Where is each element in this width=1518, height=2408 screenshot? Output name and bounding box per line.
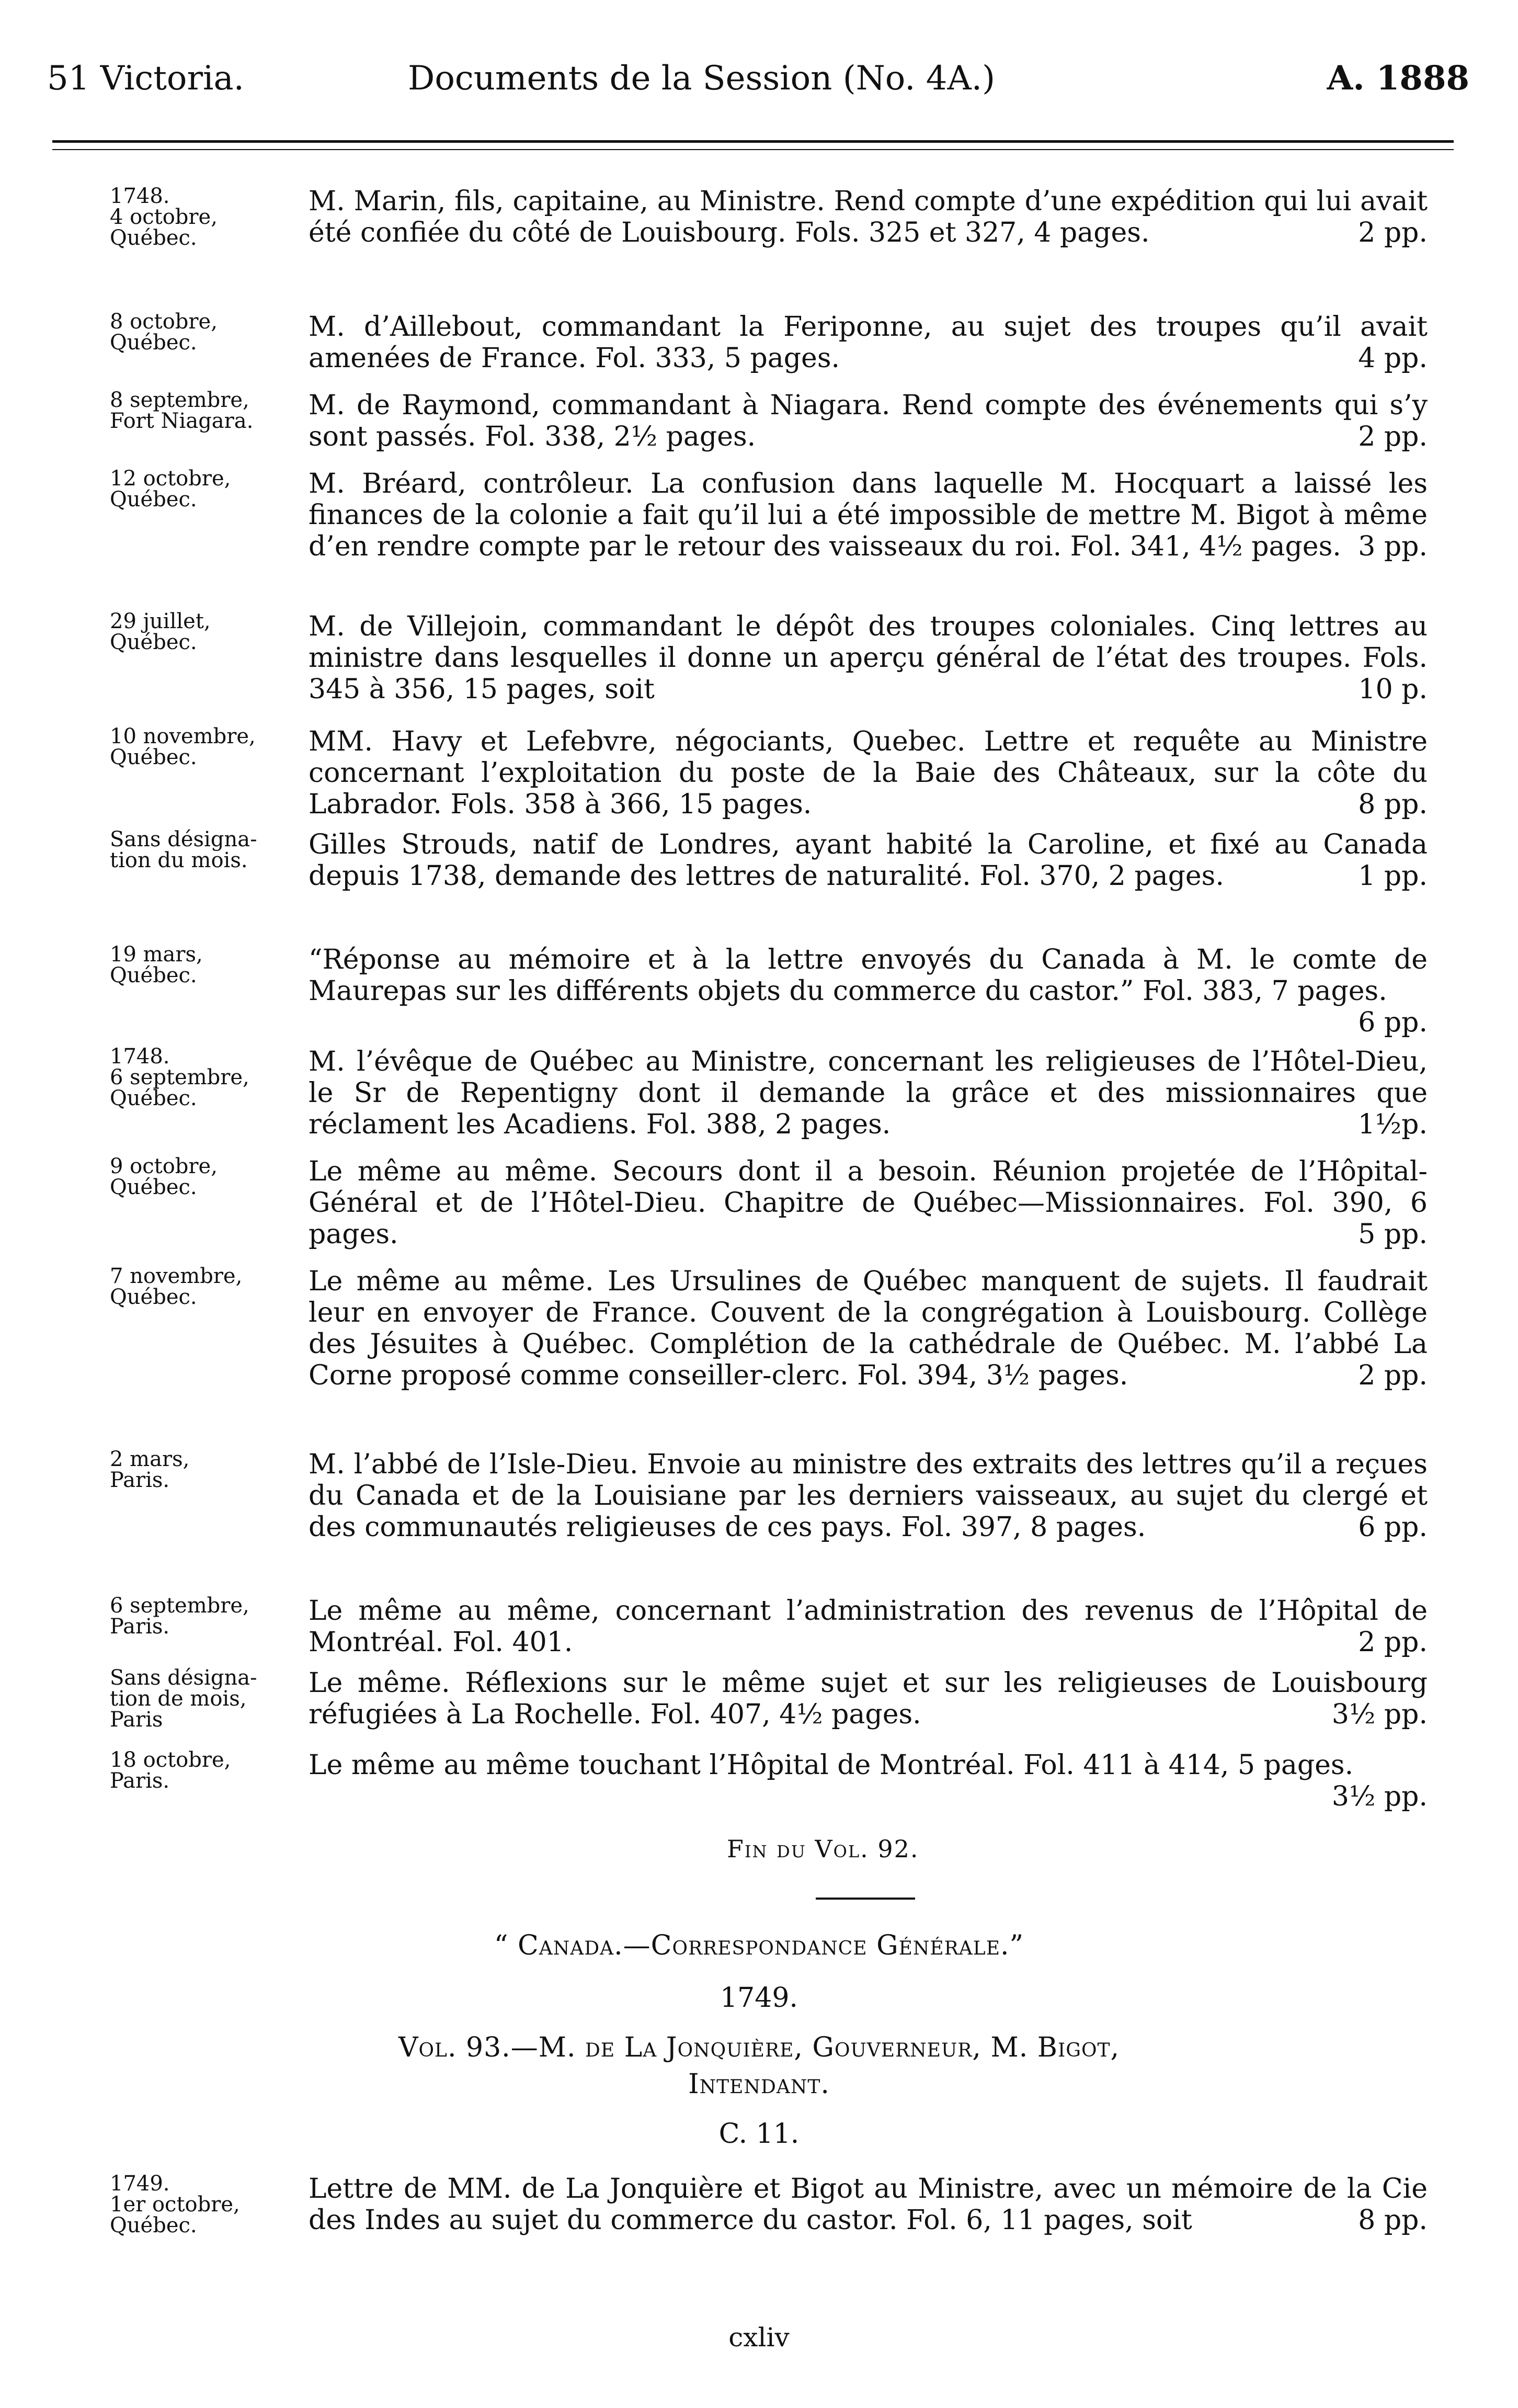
entry-pages: 3 pp. — [1358, 531, 1428, 562]
entry-date: 8 septembre, Fort Niagara. — [110, 388, 254, 433]
entry-pages: 6 pp. — [1358, 1512, 1428, 1543]
section-divider — [816, 1898, 915, 1900]
entry-date: 19 mars, Québec. — [110, 942, 203, 987]
entry-pages: 2 pp. — [1358, 421, 1428, 452]
entry-date: 9 octobre, Québec. — [110, 1154, 218, 1199]
entry-date: 29 juillet, Québec. — [110, 609, 211, 654]
entry-text: Le même au même. Les Ursulines de Québec manquent de sujets. Il faudrait leur en envoyer de France. Couvent de la congrégation à Louisbourg. Collège des Jésuites à Québec. Complétion de la cathédrale de Québec. M. l’abbé La Corne proposé comme conseiller-clerc. Fol. 394, 3½ pages. 2 pp. — [309, 1266, 1428, 1391]
page-number: cxliv — [728, 2322, 790, 2353]
entry-date: 1749. 1er octobre, Québec. — [110, 2172, 240, 2237]
entry-pages: 6 pp. — [1358, 1007, 1428, 1038]
entry-pages: 5 pp. — [1358, 1219, 1428, 1250]
entry-date: 1748. 4 octobre, Québec. — [110, 184, 218, 250]
header-center: Documents de la Session (No. 4A.) — [408, 59, 996, 98]
section-title: “ Canada.—Correspondance Générale.” — [494, 1930, 1024, 1961]
entry-text: Le même au même, concernant l’administration des revenus de l’Hôpital de Montréal. Fol. 401. 2 pp. — [309, 1595, 1428, 1658]
entry-pages: 2 pp. — [1358, 1360, 1428, 1391]
volume-line-2: Intendant. — [688, 2069, 830, 2100]
entry-date: 18 octobre, Paris. — [110, 1748, 231, 1793]
end-of-volume: Fin du Vol. 92. — [727, 1835, 919, 1863]
entry-date: 10 novembre, Québec. — [110, 724, 256, 769]
entry-pages: 8 pp. — [1358, 789, 1428, 820]
entry-text: M. l’évêque de Québec au Ministre, concernant les religieuses de l’Hôtel-Dieu, le Sr de Repentigny dont il demande la grâce et des missionnaires que réclament les Acadiens. Fol. 388, 2 pages. 1½p. — [309, 1046, 1428, 1140]
header-right: A. 1888 — [1327, 59, 1469, 98]
section-year: 1749. — [720, 1982, 798, 2014]
entry-date: 12 octobre, Québec. — [110, 467, 231, 512]
entry-text: M. Bréard, contrôleur. La confusion dans laquelle M. Hocquart a laissé les finances de la colonie a fait qu’il lui a été impossible de mettre M. Bigot à même d’en rendre compte par le retour des vaisseaux du roi. Fol. 341, 4½ pages. 3 pp. — [309, 468, 1428, 562]
entry-pages: 2 pp. — [1358, 1627, 1428, 1658]
entry-pages: 3½ pp. — [1331, 1699, 1428, 1730]
entry-text: M. l’abbé de l’Isle-Dieu. Envoie au ministre des extraits des lettres qu’il a reçues du Canada et de la Louisiane par les derniers vaisseaux, au sujet du clergé et des communautés religieuses de ces pays. Fol. 397, 8 pages. 6 pp. — [309, 1449, 1428, 1543]
entry-text: M. d’Aillebout, commandant la Feriponne, au sujet des troupes qu’il avait amenées de France. Fol. 333, 5 pages. 4 pp. — [309, 311, 1428, 374]
entry-text: “Réponse au mémoire et à la lettre envoyés du Canada à M. le comte de Maurepas sur les différents objets du commerce du castor.” Fol. 383, 7 pages. 6 pp. — [309, 944, 1428, 1038]
entry-pages: 10 p. — [1358, 674, 1428, 705]
entry-pages: 1½p. — [1357, 1109, 1428, 1140]
entry-text: Le même au même. Secours dont il a besoin. Réunion projetée de l’Hôpital-Général et de l’Hôtel-Dieu. Chapitre de Québec—Missionnaires. Fol. 390, 6 pages. 5 pp. — [309, 1156, 1428, 1250]
entry-text: M. de Villejoin, commandant le dépôt des troupes coloniales. Cinq lettres au ministre dans lesquelles il donne un aperçu général de l’état des troupes. Fols. 345 à 356, 15 pages, soit 10 p. — [309, 611, 1428, 705]
header-left: 51 Victoria. — [47, 59, 244, 98]
entry-date: Sans désigna- tion du mois. — [110, 827, 257, 872]
series-code: C. 11. — [718, 2118, 800, 2150]
entry-pages: 3½ pp. — [1331, 1781, 1428, 1812]
entry-date: 6 septembre, Paris. — [110, 1594, 249, 1639]
entry-text: Gilles Strouds, natif de Londres, ayant habité la Caroline, et fixé au Canada depuis 1738, demande des lettres de naturalité. Fol. 370, 2 pages. 1 pp. — [309, 829, 1428, 892]
entry-text: Lettre de MM. de La Jonquière et Bigot au Ministre, avec un mémoire de la Cie des Indes au sujet du commerce du castor. Fol. 6, 11 pages, soit 8 pp. — [309, 2173, 1428, 2236]
entry-pages: 1 pp. — [1358, 860, 1428, 892]
entry-pages: 2 pp. — [1358, 217, 1428, 248]
entry-text: M. Marin, fils, capitaine, au Ministre. Rend compte d’une expédition qui lui avait été confiée du côté de Louisbourg. Fols. 325 et 327, 4 pages. 2 pp. — [309, 186, 1428, 248]
entry-date: 8 octobre, Québec. — [110, 310, 218, 355]
entry-pages: 8 pp. — [1358, 2205, 1428, 2236]
entry-text: Le même. Réflexions sur le même sujet et sur les religieuses de Louisbourg réfugiées à La Rochelle. Fol. 407, 4½ pages. 3½ pp. — [309, 1667, 1428, 1730]
entry-text: MM. Havy et Lefebvre, négociants, Quebec. Lettre et requête au Ministre concernant l’exploitation du poste de la Baie des Châteaux, sur la côte du Labrador. Fols. 358 à 366, 15 pages. 8 pp. — [309, 726, 1428, 820]
entry-text: M. de Raymond, commandant à Niagara. Rend compte des événements qui s’y sont passés. Fol. 338, 2½ pages. 2 pp. — [309, 390, 1428, 452]
entry-text: Le même au même touchant l’Hôpital de Montréal. Fol. 411 à 414, 5 pages. 3½ pp. — [309, 1750, 1428, 1812]
entry-pages: 4 pp. — [1358, 343, 1428, 374]
volume-line-1: Vol. 93.—M. de La Jonquière, Gouverneur, M. Bigot, — [398, 2032, 1120, 2063]
entry-date: 7 novembre, Québec. — [110, 1264, 243, 1309]
entry-date: Sans désigna- tion de mois, Paris — [110, 1666, 257, 1732]
entry-date: 1748. 6 septembre, Québec. — [110, 1044, 249, 1110]
entry-date: 2 mars, Paris. — [110, 1447, 190, 1492]
